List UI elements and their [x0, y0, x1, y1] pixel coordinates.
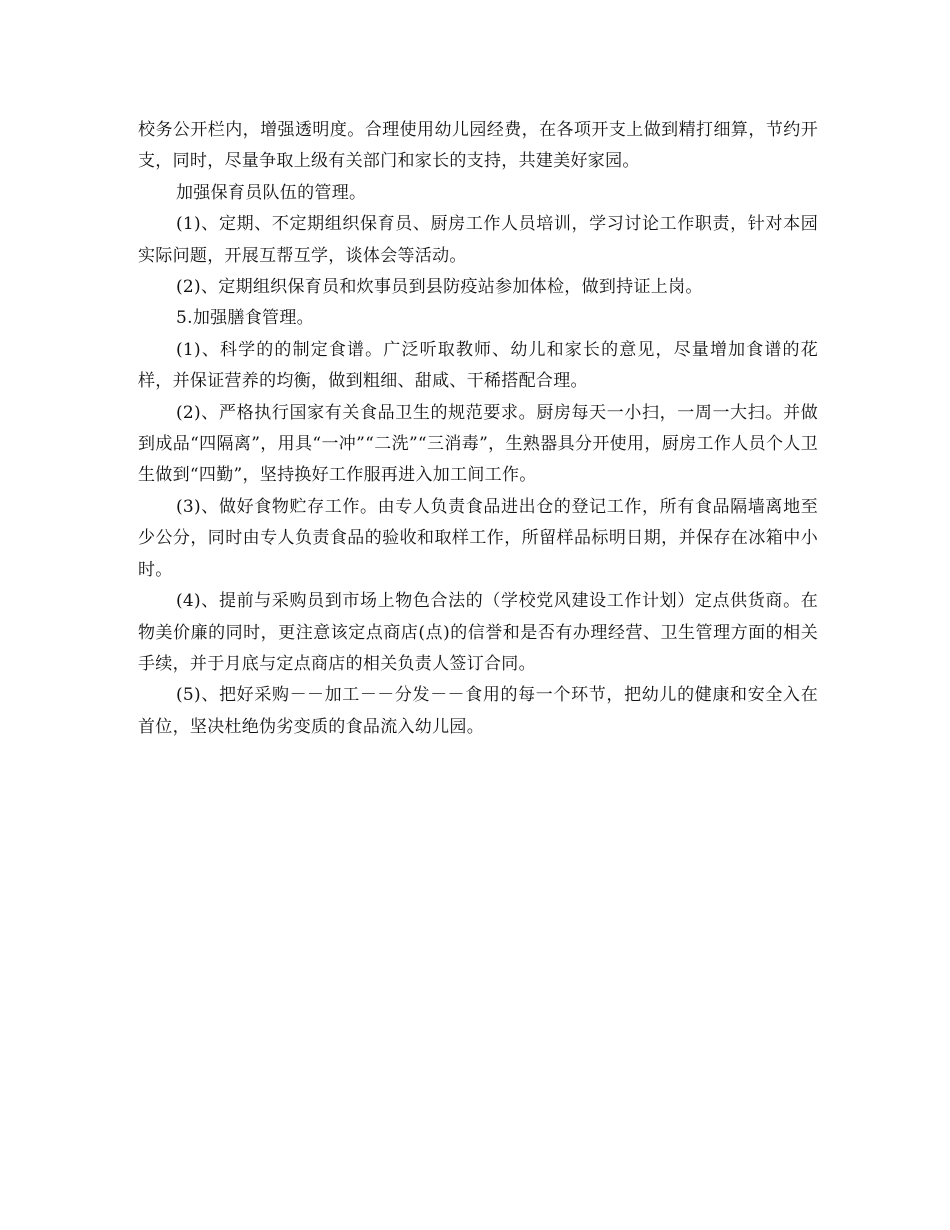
paragraph-budget-transparency: 校务公开栏内，增强透明度。合理使用幼儿园经费，在各项开支上做到精打细算，节约开支，同时，尽量争取上级有关部门和家长的支持，共建美好家园。: [138, 120, 818, 172]
paragraph-supplier-selection: (4)、提前与采购员到市场上物色合法的（学校党风建设工作计划）定点供货商。在物美价廉的同时，更注意该定点商店(点)的信誉和是否有办理经营、卫生管理方面的相关手续，并于月底与定点商店的相关负责人签订合同。: [138, 591, 818, 674]
paragraph-menu-planning: (1)、科学的的制定食谱。广泛听取教师、幼儿和家长的意见，尽量增加食谱的花样，并保证营养的均衡，做到粗细、甜咸、干稀搭配合理。: [138, 339, 818, 392]
paragraph-meal-management-heading: 5.加强膳食管理。: [176, 308, 314, 329]
paragraph-health-check: (2)、定期组织保育员和炊事员到县防疫站参加体检，做到持证上岗。: [176, 277, 703, 298]
paragraph-staff-training: (1)、定期、不定期组织保育员、厨房工作人员培训，学习讨论工作职责，针对本园实际问题，开展互帮互学，谈体会等活动。: [138, 214, 818, 266]
paragraph-food-hygiene: (2)、严格执行国家有关食品卫生的规范要求。厨房每天一小扫，一周一大扫。并做到成品“四隔离”，用具“一冲”“二洗”“三消毒”，生熟器具分开使用，厨房工作人员个人卫生做到“四勤”，坚持换好工作服再进入加工间工作。: [138, 402, 818, 486]
paragraph-nursery-staff-heading: 加强保育员队伍的管理。: [176, 182, 367, 203]
paragraph-food-safety-chain: (5)、把好采购－－加工－－分发－－食用的每一个环节，把幼儿的健康和安全入在首位，坚决杜绝伪劣变质的食品流入幼儿园。: [138, 685, 818, 737]
paragraph-food-storage: (3)、做好食物贮存工作。由专人负责食品进出仓的登记工作，所有食品隔墙离地至少公分，同时由专人负责食品的验收和取样工作，所留样品标明日期，并保存在冰箱中小时。: [138, 496, 818, 580]
document-body: [138, 115, 818, 743]
